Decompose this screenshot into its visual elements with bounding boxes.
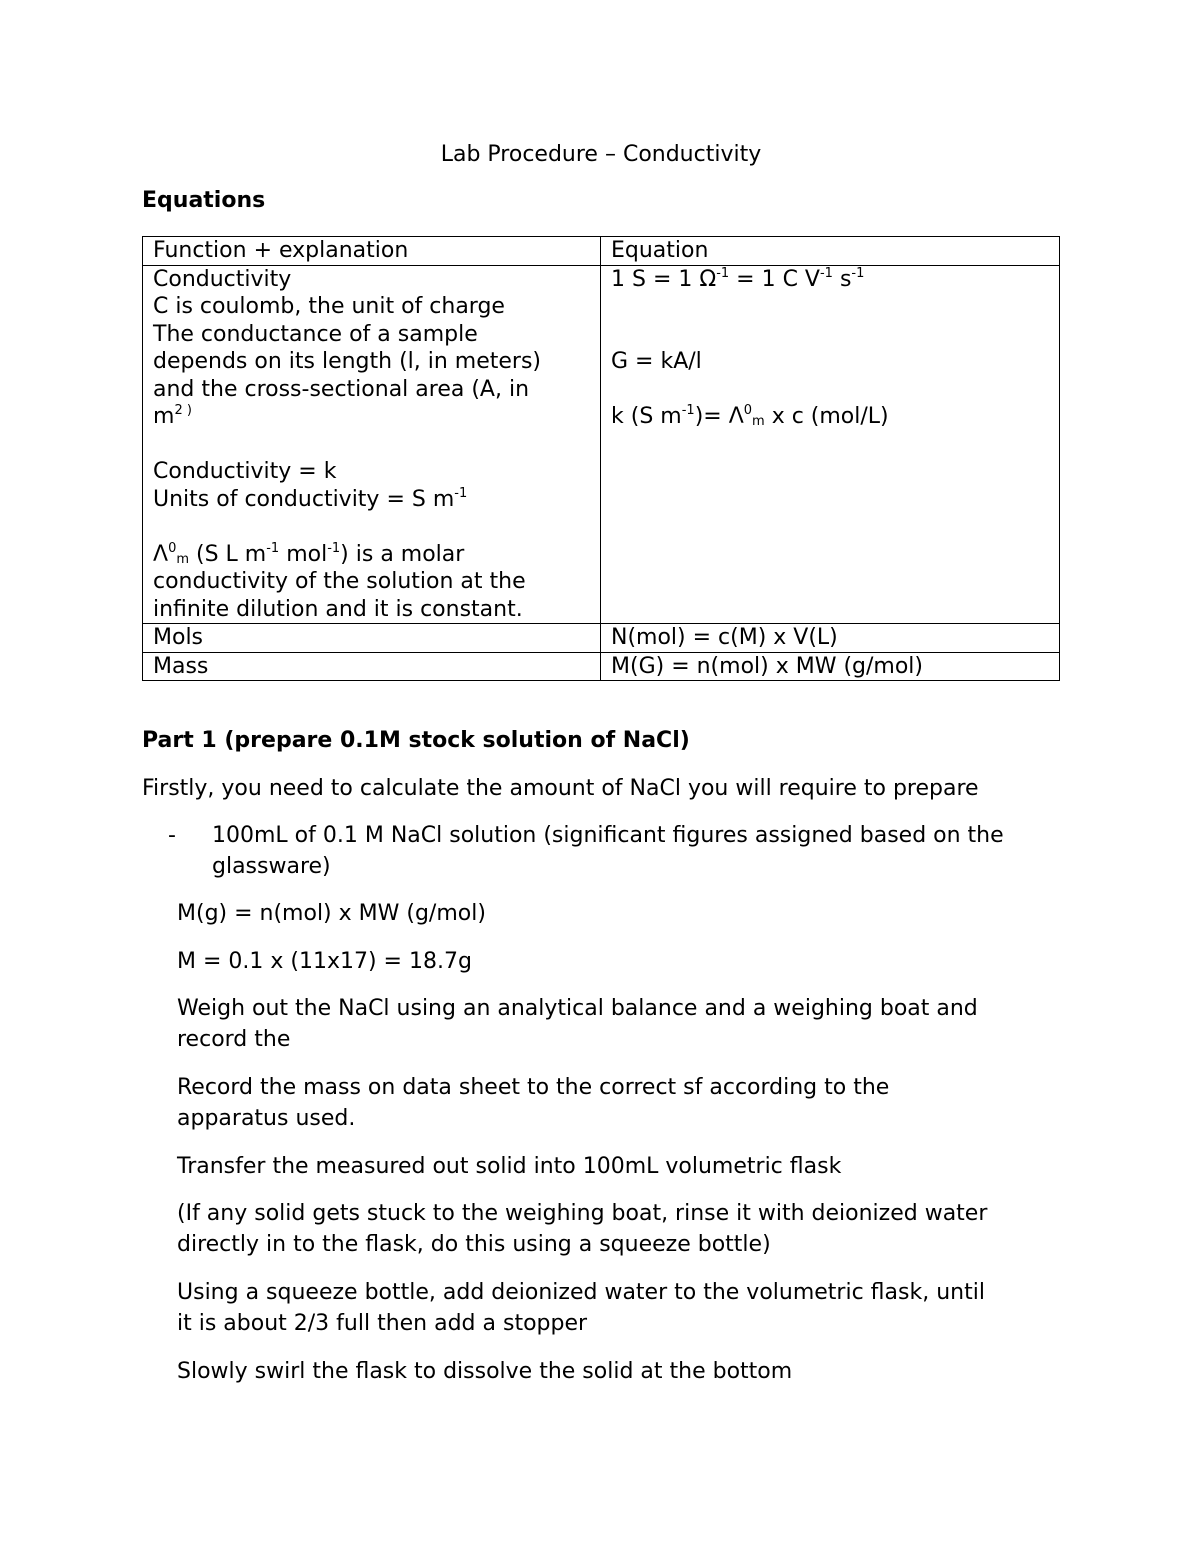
step-line: Using a squeeze bottle, add deionized water to the volumetric flask, until (177, 1280, 985, 1305)
step-line: it is about 2/3 full then add a stopper (177, 1311, 588, 1336)
conductivity-equation-cell (601, 265, 1060, 624)
cell-line (611, 266, 1049, 294)
equations-table (142, 236, 1060, 681)
text-run: x c (mol/L) (764, 404, 889, 429)
subscript: m (752, 414, 765, 429)
text-run: = 1 C V (729, 266, 820, 292)
cell-line (153, 486, 590, 514)
equation-mass: M(g) = n(mol) x MW (g/mol) (177, 901, 486, 926)
bullet-line: glassware) (212, 854, 331, 879)
equation-calculation: M = 0.1 x (11x17) = 18.7g (177, 949, 472, 974)
text-run: 1 S = 1 Ω (611, 266, 717, 292)
mols-equation-cell: N(mol) = c(M) x V(L) (601, 624, 1060, 653)
bullet-dash: - (168, 823, 176, 848)
cell-line: conductivity of the solution at the (153, 569, 526, 594)
cell-line: The conductance of a sample (153, 321, 478, 347)
cell-line: C is coulomb, the unit of charge (153, 294, 505, 319)
equations-heading: Equations (142, 188, 266, 213)
superscript: 0 (743, 403, 753, 418)
cell-line: Conductivity = k (153, 459, 337, 484)
header-function: Function + explanation (143, 237, 601, 266)
step-line: record the (177, 1027, 291, 1052)
step-line: (If any solid gets stuck to the weighing boat, rinse it with deionized water (177, 1201, 988, 1226)
step-rinse (177, 1198, 1057, 1260)
mass-label-cell: Mass (143, 652, 601, 681)
superscript: 0 (168, 540, 177, 556)
superscript: -1 (454, 485, 468, 501)
table-row-conductivity (143, 265, 1060, 624)
superscript: -1 (327, 540, 341, 556)
cell-line: depends on its length (l, in meters) (153, 349, 542, 374)
blank-line (153, 513, 590, 541)
step-transfer: Transfer the measured out solid into 100mL volumetric flask (177, 1154, 842, 1179)
bullet-item (212, 820, 1062, 882)
mols-label-cell: Mols (143, 624, 601, 653)
superscript: 2 ) (174, 403, 192, 418)
part1-heading: Part 1 (prepare 0.1M stock solution of NaCl) (142, 728, 690, 753)
superscript: -1 (851, 265, 865, 281)
page-title: Lab Procedure – Conductivity (440, 142, 762, 167)
text-run: ) is a molar (340, 541, 465, 567)
superscript: -1 (681, 403, 695, 418)
blank-line (611, 376, 1049, 404)
text-run: Λ (153, 541, 169, 567)
superscript: -1 (819, 265, 833, 281)
superscript: -1 (716, 265, 730, 281)
step-swirl: Slowly swirl the flask to dissolve the solid at the bottom (177, 1359, 793, 1384)
text-run: (S L m (189, 541, 267, 567)
step-line: directly in to the flask, do this using a squeeze bottle) (177, 1232, 771, 1257)
bullet-line: 100mL of 0.1 M NaCl solution (significant figures assigned based on the (212, 823, 1004, 848)
step-record (177, 1072, 1057, 1134)
cell-line: and the cross-sectional area (A, in (153, 376, 530, 402)
part1-intro: Firstly, you need to calculate the amount of NaCl you will require to prepare (142, 776, 979, 801)
cell-line (153, 541, 590, 569)
table-header-row (143, 237, 1060, 266)
text-run: )= Λ (694, 404, 744, 429)
step-add-water (177, 1277, 1057, 1339)
step-line: Record the mass on data sheet to the correct sf according to the (177, 1075, 890, 1100)
cell-line: G = kA/l (611, 349, 702, 374)
step-line: Weigh out the NaCl using an analytical balance and a weighing boat and (177, 996, 978, 1021)
conductivity-explanation-cell (143, 265, 601, 624)
subscript: m (176, 551, 190, 567)
blank-line (611, 293, 1049, 321)
superscript: -1 (266, 540, 280, 556)
table-row-mass (143, 652, 1060, 681)
cell-line: infinite dilution and it is constant. (153, 596, 523, 622)
text-run: k (S m (611, 404, 682, 429)
cell-line (611, 403, 1049, 431)
blank-line (153, 431, 590, 459)
table-row-mols (143, 624, 1060, 653)
text-run: s (832, 266, 852, 292)
mass-equation-cell: M(G) = n(mol) x MW (g/mol) (601, 652, 1060, 681)
step-line: apparatus used. (177, 1106, 356, 1131)
blank-line (611, 321, 1049, 349)
header-equation: Equation (601, 237, 1060, 266)
cell-line (153, 403, 590, 431)
text-run: Units of conductivity = S m (153, 486, 455, 512)
step-weigh (177, 993, 1057, 1055)
text-run: m (153, 404, 175, 429)
text-run: mol (279, 541, 328, 567)
cell-line: Conductivity (153, 266, 292, 292)
